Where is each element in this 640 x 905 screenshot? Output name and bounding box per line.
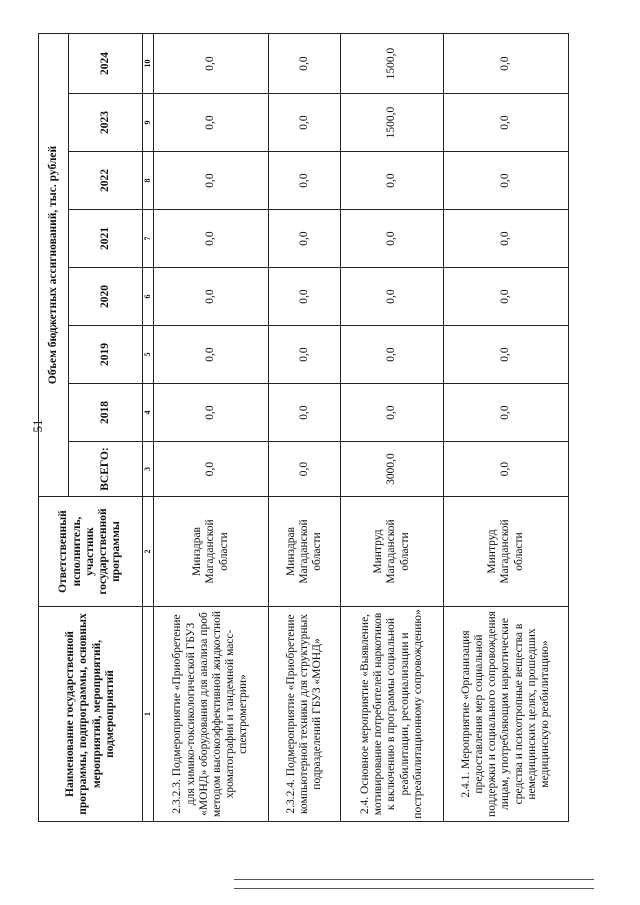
row-value-total: 0,0: [154, 442, 269, 497]
header-year: 2020: [69, 268, 143, 326]
column-number: 1: [143, 607, 154, 822]
row-value: 0,0: [154, 94, 269, 152]
row-value: 0,0: [341, 268, 444, 326]
column-number: 9: [143, 94, 154, 152]
row-executor: Минздрав Магаданской области: [269, 497, 341, 607]
row-value-total: 0,0: [269, 442, 341, 497]
budget-allocation-table: [38, 33, 569, 822]
header-executor: Ответственный исполнитель, участник государственной программы: [39, 497, 143, 607]
rotated-page-area: [38, 34, 598, 822]
table-row: [341, 34, 444, 822]
row-value: 0,0: [444, 268, 569, 326]
row-executor: Минздрав Магаданской области: [154, 497, 269, 607]
column-number: 10: [143, 34, 154, 94]
row-name: 2.4.1. Мероприятие «Организация предоставления мер социальной поддержки и социального сопровождения лицам, употребляющим наркотические средства и психотропные вещества в немедицинских целях, прошедших медицинскую реабилитацию»: [444, 607, 569, 822]
row-value-total: 0,0: [444, 442, 569, 497]
row-value: 0,0: [444, 326, 569, 384]
header-year: 2021: [69, 210, 143, 268]
column-number: 3: [143, 442, 154, 497]
footer-rule: [234, 888, 594, 889]
budget-table-page: [38, 34, 598, 822]
header-name: Наименование государственной программы, подпрограммы, основных мероприятий, мероприятий, подмероприятий: [39, 607, 143, 822]
row-value: 0,0: [444, 94, 569, 152]
row-value: 0,0: [269, 94, 341, 152]
column-number: 2: [143, 497, 154, 607]
header-total: ВСЕГО:: [69, 442, 143, 497]
row-value: 0,0: [444, 152, 569, 210]
row-value: 0,0: [269, 152, 341, 210]
row-value: 0,0: [154, 268, 269, 326]
row-value: 0,0: [269, 210, 341, 268]
column-number: 8: [143, 152, 154, 210]
row-name: 2.4. Основное мероприятие «Выявление, мотивирование потребителей наркотиков к включению в программы социальной реабилитации, ресоциализации и постреабилитационному сопровождению»: [341, 607, 444, 822]
row-value: 0,0: [341, 384, 444, 442]
table-row: [269, 34, 341, 822]
row-value: 0,0: [154, 152, 269, 210]
row-value: 0,0: [269, 384, 341, 442]
header-year: 2024: [69, 34, 143, 94]
row-value: 0,0: [341, 326, 444, 384]
header-year: 2023: [69, 94, 143, 152]
row-value: 0,0: [269, 34, 341, 94]
row-value: 0,0: [154, 326, 269, 384]
row-value: 0,0: [269, 326, 341, 384]
row-value: 1500,0: [341, 94, 444, 152]
table-row: [154, 34, 269, 822]
row-value: 0,0: [341, 152, 444, 210]
row-executor: Минтруд Магаданской области: [341, 497, 444, 607]
row-value: 0,0: [341, 210, 444, 268]
header-year: 2018: [69, 384, 143, 442]
column-number: 4: [143, 384, 154, 442]
table-row: [444, 34, 569, 822]
row-name: 2.3.2.3. Подмероприятие «Приобретение для химико-токсикологической ГБУЗ «МОНД» оборудования для анализа проб методом высокоэффективной жидкостной хроматографии и тандемной масс-спектрометрии»: [154, 607, 269, 822]
row-value: 0,0: [154, 34, 269, 94]
row-executor: Минтруд Магаданской области: [444, 497, 569, 607]
row-value: 0,0: [154, 384, 269, 442]
row-value: 0,0: [444, 384, 569, 442]
footer-rule: [234, 879, 594, 880]
row-value: 0,0: [269, 268, 341, 326]
row-name: 2.3.2.4. Подмероприятие «Приобретение компьютерной техники для структурных подразделений ГБУЗ «МОНД»: [269, 607, 341, 822]
header-year: 2022: [69, 152, 143, 210]
row-value: 0,0: [154, 210, 269, 268]
row-value: 0,0: [444, 34, 569, 94]
row-value: 0,0: [444, 210, 569, 268]
column-number: 7: [143, 210, 154, 268]
column-number: 6: [143, 268, 154, 326]
header-year: 2019: [69, 326, 143, 384]
header-budget-group: Объем бюджетных ассигнований, тыс. рублей: [39, 34, 69, 497]
row-value: 1500,0: [341, 34, 444, 94]
column-number: 5: [143, 326, 154, 384]
row-value-total: 3000,0: [341, 442, 444, 497]
page-number: 51: [30, 419, 45, 433]
